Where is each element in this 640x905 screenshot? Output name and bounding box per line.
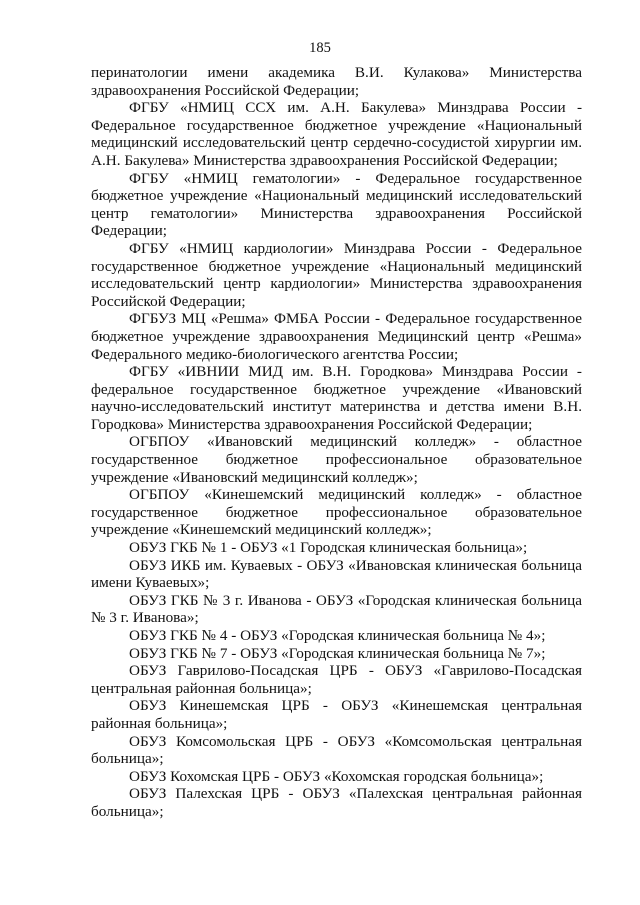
paragraph: ФГБУ «НМИЦ ССХ им. А.Н. Бакулева» Минздрава России - Федеральное государственное бюджетное учреждение «Национальный медицинский исследовательский центр сердечно-сосудистой хирургии им. А.Н. Бакулева» Министерства здравоохранения Российской Федерации; — [91, 99, 582, 169]
paragraph: ФГБУ «НМИЦ гематологии» - Федеральное государственное бюджетное учреждение «Национальный медицинский исследовательский центр гематологии» Министерства здравоохранения Российской Федерации; — [91, 169, 582, 240]
paragraph: ФГБУЗ МЦ «Решма» ФМБА России - Федеральное государственное бюджетное учреждение здравоохранения Медицинский центр «Решма» Федерального медико-биологического агентства России; — [91, 310, 582, 363]
paragraph: ОБУЗ ГКБ № 1 - ОБУЗ «1 Городская клиническая больница»; — [129, 539, 528, 557]
page-number: 185 — [309, 40, 331, 56]
paragraph: ОГБПОУ «Кинешемский медицинский колледж» - областное государственное бюджетное профессиональное образовательное учреждение «Кинешемский медицинский колледж»; — [91, 486, 582, 539]
paragraph: ОБУЗ ГКБ № 7 - ОБУЗ «Городская клиническая больница № 7»; — [129, 644, 546, 662]
body-text — [91, 64, 582, 821]
paragraph: ФГБУ «НМИЦ кардиологии» Минздрава России - Федеральное государственное бюджетное учреждение «Национальный медицинский исследовательский центр кардиологии» Министерства здравоохранения Российской Федерации; — [91, 239, 582, 310]
paragraph: ОБУЗ ГКБ № 3 г. Иванова - ОБУЗ «Городская клиническая больница № 3 г. Иванова»; — [91, 591, 582, 627]
paragraph: ОБУЗ Кинешемская ЦРБ - ОБУЗ «Кинешемская центральная районная больница»; — [91, 697, 582, 732]
paragraph: ОБУЗ ИКБ им. Куваевых - ОБУЗ «Ивановская клиническая больница имени Куваевых»; — [91, 556, 582, 592]
paragraph: ОБУЗ Гаврилово-Посадская ЦРБ - ОБУЗ «Гаврилово-Посадская центральная районная больница»; — [91, 662, 582, 697]
paragraph-continuation: перинатологии имени академика В.И. Кулакова» Министерства здравоохранения Российской Федерации; — [91, 64, 582, 99]
paragraph: ОГБПОУ «Ивановский медицинский колледж» - областное государственное бюджетное профессиональное образовательное учреждение «Ивановский медицинский колледж»; — [91, 433, 582, 486]
paragraph: ОБУЗ Палехская ЦРБ - ОБУЗ «Палехская центральная районная больница»; — [91, 785, 582, 820]
paragraph: ОБУЗ ГКБ № 4 - ОБУЗ «Городская клиническая больница № 4»; — [129, 627, 546, 644]
paragraph: ОБУЗ Комсомольская ЦРБ - ОБУЗ «Комсомольская центральная больница»; — [91, 732, 582, 768]
paragraph: ОБУЗ Кохомская ЦРБ - ОБУЗ «Кохомская городская больница»; — [129, 767, 544, 785]
paragraph: ФГБУ «ИВНИИ МИД им. В.Н. Городкова» Минздрава России - федеральное государственное бюджетное учреждение «Ивановский научно-исследовательский институт материнства и детства имени В.Н. Городкова» Министерства здравоохранения Российской Федерации; — [91, 363, 582, 433]
